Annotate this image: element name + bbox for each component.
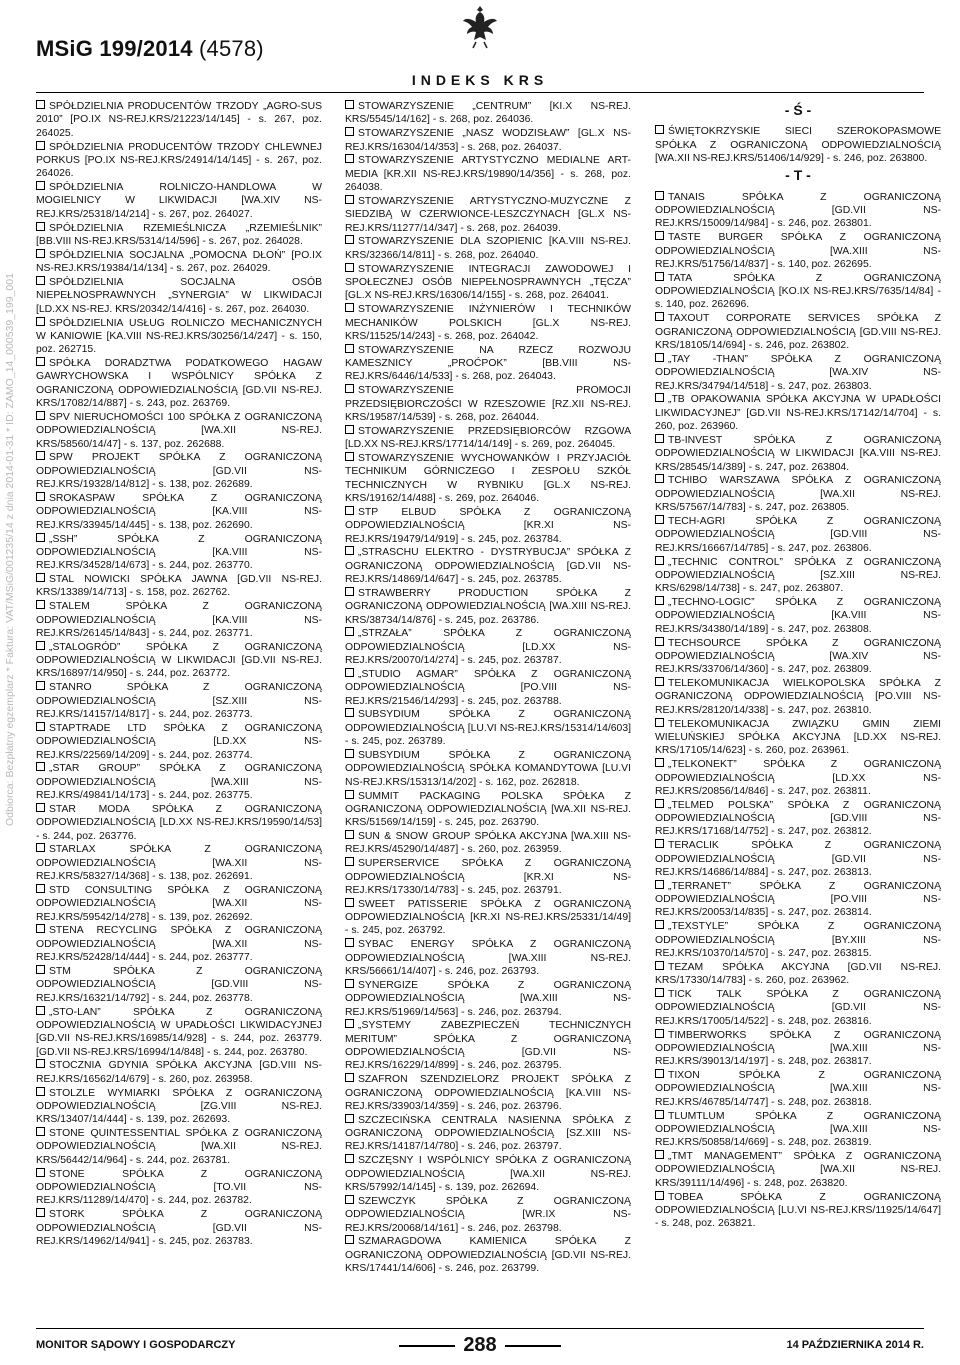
footer-rule xyxy=(36,1328,924,1329)
index-entry xyxy=(345,452,631,505)
checkbox-square-icon xyxy=(345,898,354,907)
index-entry xyxy=(345,344,631,384)
entry-text: TB-INVEST SPÓŁKA Z OGRANICZONĄ ODPOWIEDZIALNOŚCIĄ W LIKWIDACJI [KA.VIII NS-REJ. KRS/28545/14/389] - s. 247, poz. 263804. xyxy=(655,434,941,473)
entry-text: SUN & SNOW GROUP SPÓŁKA AKCYJNA [WA.XIII NS-REJ.KRS/45290/14/487] - s. 260, poz. 263959. xyxy=(345,831,631,856)
index-entry xyxy=(36,1208,322,1248)
checkbox-square-icon xyxy=(345,668,354,677)
checkbox-square-icon xyxy=(36,100,45,109)
index-entry xyxy=(345,1019,631,1072)
entry-text: SUBSYDIUM SPÓŁKA Z OGRANICZONĄ ODPOWIEDZIALNOŚCIĄ SPÓŁKA KOMANDYTOWA [LU.VI NS-REJ.KRS/15313/14/202] - s. 162, poz. 262818. xyxy=(345,750,631,788)
index-entry xyxy=(36,1087,322,1127)
index-entry xyxy=(345,506,631,546)
entry-text: STOWARZYSZENIE WYCHOWANKÓW I PRZYJACIÓŁ TECHNIKUM GÓRNICZEGO I ZESPOŁU SZKÓŁ TECHNICZNYCH W RYBNIKU [GL.X NS-REJ. KRS/19162/14/488] - s. 269, poz. 264046. xyxy=(345,452,631,504)
checkbox-square-icon xyxy=(36,641,45,650)
index-entry xyxy=(655,1069,941,1109)
entry-text: „TELMED POLSKA” SPÓŁKA Z OGRANICZONĄ ODPOWIEDZIALNOŚCIĄ [GD.VIII NS-REJ.KRS/17168/14/752] - s. 247, poz. 263812. xyxy=(655,799,941,838)
entry-text: SROKASPAW SPÓŁKA Z OGRANICZONĄ ODPOWIEDZIALNOŚCIĄ [KA.VIII NS-REJ.KRS/33945/14/445] - s. 138, poz. 262690. xyxy=(36,492,322,531)
entry-text: STALEM SPÓŁKA Z OGRANICZONĄ ODPOWIEDZIALNOŚCIĄ [KA.VIII NS-REJ.KRS/26145/14/843] - s. 244, poz. 263771. xyxy=(36,601,322,639)
entry-text: TELEKOMUNIKACJA WIELKOPOLSKA SPÓŁKA Z OGRANICZONĄ ODPOWIEDZIALNOŚCIĄ [PO.VIII NS-REJ.KRS/28120/14/338] - s. 247, poz. 263810. xyxy=(655,678,941,716)
entry-text: TCHIBO WARSZAWA SPÓŁKA Z OGRANICZONĄ ODPOWIEDZIALNOŚCIĄ [WA.XII NS-REJ. KRS/57567/14/783] - s. 247, poz. 263805. xyxy=(655,475,941,514)
checkbox-square-icon xyxy=(345,1073,354,1082)
index-entry xyxy=(36,641,322,681)
index-entry xyxy=(655,637,941,677)
entry-text: TEZAM SPÓŁKA AKCYJNA [GD.VII NS-REJ. KRS/17330/14/783] - s. 260, poz. 263962. xyxy=(655,961,941,987)
checkbox-square-icon xyxy=(36,884,45,893)
checkbox-square-icon xyxy=(36,222,45,231)
checkbox-square-icon xyxy=(655,920,664,929)
entry-text: STAR MODA SPÓŁKA Z OGRANICZONĄ ODPOWIEDZIALNOŚCIĄ [LD.XX NS-REJ.KRS/19590/14/53] - s. 244, poz. 263776. xyxy=(36,803,322,842)
checkbox-square-icon xyxy=(345,627,354,636)
footer-publication: MONITOR SĄDOWY I GOSPODARCZY xyxy=(36,1339,236,1351)
index-entry xyxy=(345,938,631,978)
checkbox-square-icon xyxy=(345,263,354,272)
entry-text: STORK SPÓŁKA Z OGRANICZONĄ ODPOWIEDZIALNOŚCIĄ [GD.VII NS-REJ.KRS/14962/14/941] - s. 245, poz. 263783. xyxy=(36,1209,322,1247)
checkbox-square-icon xyxy=(345,587,354,596)
checkbox-square-icon xyxy=(36,1208,45,1217)
index-entry xyxy=(36,317,322,357)
checkbox-square-icon xyxy=(345,749,354,758)
checkbox-square-icon xyxy=(345,938,354,947)
index-entry xyxy=(345,235,631,262)
checkbox-square-icon xyxy=(36,843,45,852)
index-entry xyxy=(655,988,941,1028)
checkbox-square-icon xyxy=(345,235,354,244)
checkbox-square-icon xyxy=(655,1029,664,1038)
index-entry xyxy=(655,880,941,920)
index-entry xyxy=(655,272,941,312)
checkbox-square-icon xyxy=(345,195,354,204)
index-entry xyxy=(36,357,322,410)
checkbox-square-icon xyxy=(655,596,664,605)
index-entry xyxy=(655,799,941,839)
entry-text: STAPTRADE LTD SPÓŁKA Z OGRANICZONĄ ODPOWIEDZIALNOŚCIĄ [LD.XX NS-REJ.KRS/22569/14/209] - s. 244, poz. 263774. xyxy=(36,722,322,761)
entry-text: SYBAC ENERGY SPÓŁKA Z OGRANICZONĄ ODPOWIEDZIALNOŚCIĄ [WA.XIII NS-REJ. KRS/56661/14/407] - s. 246, poz. 263793. xyxy=(345,939,631,977)
entry-text: STM SPÓŁKA Z OGRANICZONĄ ODPOWIEDZIALNOŚCIĄ [GD.VIII NS-REJ.KRS/16321/14/792] - s. 244, poz. 263778. xyxy=(36,966,322,1004)
entry-text: SPÓŁDZIELNIA PRODUCENTÓW TRZODY „AGRO-SUS 2010” [PO.IX NS-REJ.KRS/21223/14/145] - s. 267, poz. 264025. xyxy=(36,101,322,139)
checkbox-square-icon xyxy=(655,474,664,483)
entry-text: „TEXSTYLE” SPÓŁKA Z OGRANICZONĄ ODPOWIEDZIALNOŚCIĄ [BY.XIII NS-REJ.KRS/10370/14/570] - s. 247, poz. 263815. xyxy=(655,921,941,959)
entry-text: SPÓŁDZIELNIA SOCJALNA OSÓB NIEPEŁNOSPRAWNYCH „SYNERGIA” W LIKWIDACJI [LD.XX NS-REJ. KRS/20342/14/416] - s. 267, poz. 264030. xyxy=(36,276,322,315)
entry-text: „STO-LAN” SPÓŁKA Z OGRANICZONĄ ODPOWIEDZIALNOŚCIĄ W UPADŁOŚCI LIKWIDACYJNEJ [GD.VII NS-REJ.KRS/16985/14/928] - s. 244, poz. 263779. [GD.VII NS-REJ.KRS/16994/14/848] - s. 244, poz. 263780. xyxy=(36,1006,322,1058)
checkbox-square-icon xyxy=(655,718,664,727)
entry-text: TASTE BURGER SPÓŁKA Z OGRANICZONĄ ODPOWIEDZIALNOŚCIĄ [WA.XIII NS-REJ.KRS/51756/14/837] - s. 140, poz. 262695. xyxy=(655,232,941,270)
index-entry xyxy=(655,353,941,393)
entry-text: SWEET PATISSERIE SPÓŁKA Z OGRANICZONĄ ODPOWIEDZIALNOŚCIĄ [KR.XI NS-REJ.KRS/25331/14/49] - s. 245, poz. 263792. xyxy=(345,898,631,937)
entry-text: TECHSOURCE SPÓŁKA Z OGRANICZONĄ ODPOWIEDZIALNOŚCIĄ [WA.XIV NS-REJ.KRS/33706/14/360] - s. 247, poz. 263809. xyxy=(655,637,941,676)
index-entry xyxy=(36,141,322,181)
index-entry xyxy=(345,790,631,830)
entry-text: „STAR GROUP” SPÓŁKA Z OGRANICZONĄ ODPOWIEDZIALNOŚCIĄ [WA.XIII NS-REJ.KRS/49841/14/173] - s. 244, poz. 263775. xyxy=(36,763,322,802)
entry-text: STANRO SPÓŁKA Z OGRANICZONĄ ODPOWIEDZIALNOŚCIĄ [SZ.XIII NS-REJ.KRS/14157/14/817] - s. 244, poz. 263773. xyxy=(36,682,322,720)
checkbox-square-icon xyxy=(36,965,45,974)
checkbox-square-icon xyxy=(345,384,354,393)
entry-text: SPW PROJEKT SPÓŁKA Z OGRANICZONĄ ODPOWIEDZIALNOŚCIĄ [GD.VII NS-REJ.KRS/19328/14/812] - s. 138, poz. 262689. xyxy=(36,452,322,491)
checkbox-square-icon xyxy=(345,1235,354,1244)
checkbox-square-icon xyxy=(36,141,45,150)
entry-text: STONE QUINTESSENTIAL SPÓŁKA Z OGRANICZONĄ ODPOWIEDZIALNOŚCIĄ [WA.XII NS-REJ. KRS/56442/14/964] - s. 244, poz. 263781. xyxy=(36,1128,322,1166)
index-column-2 xyxy=(345,100,631,1276)
index-entry xyxy=(36,451,322,491)
checkbox-square-icon xyxy=(345,425,354,434)
index-entry xyxy=(345,263,631,303)
checkbox-square-icon xyxy=(36,276,45,285)
index-entry xyxy=(36,1127,322,1167)
checkbox-square-icon xyxy=(36,451,45,460)
checkbox-square-icon xyxy=(345,790,354,799)
entry-text: „TB OPAKOWANIA SPÓŁKA AKCYJNA W UPADŁOŚCI LIKWIDACYJNEJ” [GD.VII NS-REJ.KRS/17142/14/704] - s. 260, poz. 263960. xyxy=(655,394,941,433)
entry-text: STONE SPÓŁKA Z OGRANICZONĄ ODPOWIEDZIALNOŚCIĄ [TO.VII NS-REJ.KRS/11289/14/470] - s. 244, poz. 263782. xyxy=(36,1168,322,1207)
entry-text: SUBSYDIUM SPÓŁKA Z OGRANICZONĄ ODPOWIEDZIALNOŚCIĄ [LU.VI NS-REJ.KRS/15314/14/603] - s. 245, poz. 263789. xyxy=(345,709,631,748)
index-entry xyxy=(36,965,322,1005)
checkbox-square-icon xyxy=(345,1114,354,1123)
entry-text: STOWARZYSZENIE INŻYNIERÓW I TECHNIKÓW MECHANIKÓW POLSKICH [GL.X NS-REJ. KRS/11525/14/243] - s. 268, poz. 264042. xyxy=(345,304,631,342)
entry-text: TIMBERWORKS SPÓŁKA Z OGRANICZONĄ ODPOWIEDZIALNOŚCIĄ [WA.XIII NS-REJ.KRS/39013/14/197] - s. 248, poz. 263817. xyxy=(655,1029,941,1068)
entry-text: STOWARZYSZENIE „CENTRUM” [KI.X NS-REJ. KRS/5545/14/162] - s. 268, poz. 264036. xyxy=(345,101,631,126)
index-entry xyxy=(36,1006,322,1059)
entry-text: SPÓŁKA DORADZTWA PODATKOWEGO HAGAW GAWRYCHOWSKA I WSPÓLNICY SPÓŁKA Z OGRANICZONĄ ODPOWIEDZIALNOŚCIĄ [GD.VII NS-REJ. KRS/17082/14/887] - s. 243, poz. 263769. xyxy=(36,358,322,410)
checkbox-square-icon xyxy=(36,803,45,812)
checkbox-square-icon xyxy=(36,762,45,771)
index-entry xyxy=(655,312,941,352)
checkbox-square-icon xyxy=(36,573,45,582)
page-number-rule-left xyxy=(399,1345,455,1347)
entry-text: „TMT MANAGEMENT” SPÓŁKA Z OGRANICZONĄ ODPOWIEDZIALNOŚCIĄ [WA.XII NS-REJ. KRS/39111/14/496] - s. 248, poz. 263820. xyxy=(655,1151,941,1189)
journal-title xyxy=(36,36,264,62)
checkbox-square-icon xyxy=(655,515,664,524)
index-entry xyxy=(36,1168,322,1208)
checkbox-square-icon xyxy=(345,452,354,461)
page-number-value: 288 xyxy=(463,1334,497,1356)
index-entry xyxy=(345,1114,631,1154)
index-entry xyxy=(655,125,941,165)
side-watermark: Odbiorca: Bezpłatny egzemplarz * Faktura: VAT/MSiG/001235/14 z dnia 2014-01-31 * ID: ZAMO_14_000539_199_001 xyxy=(4,273,16,826)
checkbox-square-icon xyxy=(655,556,664,565)
index-entry xyxy=(655,839,941,879)
checkbox-square-icon xyxy=(345,303,354,312)
index-entry xyxy=(345,425,631,452)
checkbox-square-icon xyxy=(36,317,45,326)
entry-text: STOCZNIA GDYNIA SPÓŁKA AKCYJNA [GD.VIII NS-REJ.KRS/16562/14/679] - s. 260, poz. 263958. xyxy=(36,1060,322,1085)
entry-text: STP ELBUD SPÓŁKA Z OGRANICZONĄ ODPOWIEDZIALNOŚCIĄ [KR.XI NS-REJ.KRS/19479/14/919] - s. 245, poz. 263784. xyxy=(345,506,631,545)
checkbox-square-icon xyxy=(655,312,664,321)
checkbox-square-icon xyxy=(345,154,354,163)
entry-text: STD CONSULTING SPÓŁKA Z OGRANICZONĄ ODPOWIEDZIALNOŚCIĄ [WA.XII NS-REJ.KRS/59542/14/278] - s. 139, poz. 262692. xyxy=(36,884,322,923)
index-entry xyxy=(345,979,631,1019)
index-entry xyxy=(655,1150,941,1190)
entry-text: SZMARAGDOWA KAMIENICA SPÓŁKA Z OGRANICZONĄ ODPOWIEDZIALNOŚCIĄ [GD.VII NS-REJ. KRS/17441/14/606] - s. 246, poz. 263799. xyxy=(345,1236,631,1275)
index-entry xyxy=(36,492,322,532)
checkbox-square-icon xyxy=(345,830,354,839)
entry-text: SPÓŁDZIELNIA SOCJALNA „POMOCNA DŁOŃ” [PO.IX NS-REJ.KRS/19384/14/134] - s. 267, poz. 264029. xyxy=(36,249,322,275)
checkbox-square-icon xyxy=(655,1150,664,1159)
entry-text: „TELKONEKT” SPÓŁKA Z OGRANICZONĄ ODPOWIEDZIALNOŚCIĄ [LD.XX NS-REJ.KRS/20856/14/846] - s. 247, poz. 263811. xyxy=(655,759,941,797)
checkbox-square-icon xyxy=(345,1019,354,1028)
index-section-title: INDEKS KRS xyxy=(411,72,549,88)
footer-date: 14 PAŹDZIERNIKA 2014 R. xyxy=(786,1339,924,1351)
entry-text: TOBEA SPÓŁKA Z OGRANICZONĄ ODPOWIEDZIALNOŚCIĄ [LU.VI NS-REJ.KRS/11925/14/647] - s. 248, poz. 263821. xyxy=(655,1191,941,1230)
entry-text: TLUMTLUM SPÓŁKA Z OGRANICZONĄ ODPOWIEDZIALNOŚCIĄ [WA.XIII NS-REJ.KRS/50858/14/669] - s. 248, poz. 263819. xyxy=(655,1110,941,1149)
checkbox-square-icon xyxy=(36,411,45,420)
entry-text: STOWARZYSZENIE INTEGRACJI ZAWODOWEJ I SPOŁECZNEJ OSÓB NIEPEŁNOSPRAWNYCH „TĘCZA” [GL.X NS-REJ.KRS/16306/14/155] - s. 268, poz. 264041. xyxy=(345,263,631,302)
index-entry xyxy=(345,898,631,938)
page-number-rule-right xyxy=(505,1345,561,1347)
index-entry xyxy=(345,1235,631,1275)
index-entry xyxy=(655,434,941,474)
entry-text: STOWARZYSZENIE NA RZECZ ROZWOJU KAMESZNICY „PROĆPOK” [BB.VIII NS-REJ.KRS/6446/14/533] - s. 268, poz. 264043. xyxy=(345,344,631,383)
checkbox-square-icon xyxy=(655,758,664,767)
checkbox-square-icon xyxy=(345,979,354,988)
checkbox-square-icon xyxy=(36,924,45,933)
index-entry xyxy=(345,1154,631,1194)
index-entry xyxy=(36,803,322,843)
index-entry xyxy=(36,181,322,221)
entry-text: SUPERSERVICE SPÓŁKA Z OGRANICZONĄ ODPOWIEDZIALNOŚCIĄ [KR.XI NS-REJ.KRS/17330/14/783] - s. 245, poz. 263791. xyxy=(345,858,631,896)
index-entry xyxy=(655,677,941,717)
index-entry xyxy=(345,627,631,667)
entry-text: „STRZAŁA” SPÓŁKA Z OGRANICZONĄ ODPOWIEDZIALNOŚCIĄ [LD.XX NS-REJ.KRS/20070/14/274] - s. 245, poz. 263787. xyxy=(345,628,631,667)
checkbox-square-icon xyxy=(655,1191,664,1200)
index-entry xyxy=(36,924,322,964)
entry-text: TAXOUT CORPORATE SERVICES SPÓŁKA Z OGRANICZONĄ ODPOWIEDZIALNOŚCIĄ [GD.VIII NS-REJ. KRS/18105/14/694] - s. 246, poz. 263802. xyxy=(655,313,941,351)
checkbox-square-icon xyxy=(655,988,664,997)
index-entry xyxy=(345,195,631,235)
checkbox-square-icon xyxy=(655,839,664,848)
index-entry xyxy=(345,708,631,748)
index-entry xyxy=(655,393,941,433)
journal-name: MSiG 199/2014 xyxy=(36,36,193,61)
index-entry xyxy=(655,596,941,636)
checkbox-square-icon xyxy=(36,492,45,501)
index-entry xyxy=(345,1195,631,1235)
entry-text: STOWARZYSZENIE PROMOCJI PRZEDSIĘBIORCZOŚCI W RZESZOWIE [RZ.XII NS-REJ. KRS/19587/14/539] - s. 268, poz. 264044. xyxy=(345,385,631,423)
entry-text: STENA RECYCLING SPÓŁKA Z OGRANICZONĄ ODPOWIEDZIALNOŚCIĄ [WA.XII NS-REJ.KRS/52428/14/444] - s. 244, poz. 263777. xyxy=(36,925,322,964)
checkbox-square-icon xyxy=(345,708,354,717)
entry-text: TIXON SPÓŁKA Z OGRANICZONĄ ODPOWIEDZIALNOŚCIĄ [WA.XIII NS-REJ.KRS/46785/14/747] - s. 248, poz. 263818. xyxy=(655,1070,941,1108)
index-entry xyxy=(36,762,322,802)
checkbox-square-icon xyxy=(655,125,664,134)
entry-text: TANAIS SPÓŁKA Z OGRANICZONĄ ODPOWIEDZIALNOŚCIĄ [GD.VII NS-REJ.KRS/15009/14/984] - s. 246, poz. 263801. xyxy=(655,191,941,230)
index-entry xyxy=(345,303,631,343)
checkbox-square-icon xyxy=(345,1195,354,1204)
checkbox-square-icon xyxy=(36,1087,45,1096)
index-entry xyxy=(655,718,941,758)
index-entry xyxy=(36,533,322,573)
checkbox-square-icon xyxy=(36,600,45,609)
entry-text: „STRASCHU ELEKTRO - DYSTRYBUCJA” SPÓŁKA Z OGRANICZONĄ ODPOWIEDZIALNOŚCIĄ [GD.VII NS-REJ.KRS/14869/14/647] - s. 245, poz. 263785. xyxy=(345,547,631,586)
entry-text: „SSH” SPÓŁKA Z OGRANICZONĄ ODPOWIEDZIALNOŚCIĄ [KA.VIII NS-REJ.KRS/34528/14/673] - s. 244, poz. 263770. xyxy=(36,533,322,572)
index-column-1 xyxy=(36,100,322,1249)
entry-text: „STUDIO AGMAR” SPÓŁKA Z OGRANICZONĄ ODPOWIEDZIALNOŚCIĄ [PO.VIII NS-REJ.KRS/21546/14/293] - s. 245, poz. 263788. xyxy=(345,668,631,707)
index-entry xyxy=(655,231,941,271)
index-entry xyxy=(345,1073,631,1113)
entry-text: STOWARZYSZENIE ARTYSTYCZNO-MUZYCZNE Z SIEDZIBĄ W CZERWIONCE-LESZCZYNACH [GL.X NS-REJ.KRS/11277/14/347] - s. 268, poz. 264039. xyxy=(345,195,631,234)
checkbox-square-icon xyxy=(655,434,664,443)
index-entry xyxy=(655,515,941,555)
entry-text: STOWARZYSZENIE „NASZ WODZISŁAW” [GL.X NS-REJ.KRS/16304/14/353] - s. 268, poz. 264037. xyxy=(345,128,631,153)
index-entry xyxy=(36,249,322,276)
header-rule xyxy=(36,92,924,93)
index-entry xyxy=(655,1110,941,1150)
entry-text: STOWARZYSZENIE ARTYSTYCZNO MEDIALNE ART-MEDIA [KR.XII NS-REJ.KRS/19890/14/356] - s. 268, poz. 264038. xyxy=(345,155,631,194)
entry-text: „TAY -THAN” SPÓŁKA Z OGRANICZONĄ ODPOWIEDZIALNOŚCIĄ [WA.XIV NS-REJ.KRS/34794/14/518] - s. 247, poz. 263803. xyxy=(655,353,941,392)
entry-text: TICK TALK SPÓŁKA Z OGRANICZONĄ ODPOWIEDZIALNOŚCIĄ [GD.VII NS-REJ.KRS/17005/14/522] - s. 248, poz. 263816. xyxy=(655,989,941,1027)
index-entry xyxy=(655,556,941,596)
checkbox-square-icon xyxy=(36,1168,45,1177)
entry-text: TECH-AGRI SPÓŁKA Z OGRANICZONĄ ODPOWIEDZIALNOŚCIĄ [GD.VIII NS-REJ.KRS/16667/14/785] - s. 247, poz. 263806. xyxy=(655,515,941,554)
index-entry xyxy=(36,843,322,883)
index-entry xyxy=(345,127,631,154)
checkbox-square-icon xyxy=(36,1006,45,1015)
entry-text: „SYSTEMY ZABEZPIECZEŃ TECHNICZNYCH MERITUM” SPÓŁKA Z OGRANICZONĄ ODPOWIEDZIALNOŚCIĄ [GD.VII NS-REJ.KRS/16229/14/899] - s. 246, poz. 263795. xyxy=(345,1020,631,1072)
index-entry xyxy=(655,191,941,231)
checkbox-square-icon xyxy=(655,961,664,970)
index-entry xyxy=(36,276,322,316)
checkbox-square-icon xyxy=(36,1127,45,1136)
index-entry xyxy=(345,749,631,789)
index-entry xyxy=(36,411,322,451)
polish-eagle-emblem-icon xyxy=(462,4,498,50)
entry-text: SPÓŁDZIELNIA PRODUCENTÓW TRZODY CHLEWNEJ PORKUS [PO.IX NS-REJ.KRS/24914/14/145] - s. 267, poz. 264026. xyxy=(36,141,322,180)
index-entry xyxy=(655,758,941,798)
checkbox-square-icon xyxy=(36,533,45,542)
entry-text: TATA SPÓŁKA Z OGRANICZONĄ ODPOWIEDZIALNOŚCIĄ [KO.IX NS-REJ.KRS/7635/14/84] - s. 140, poz. 262696. xyxy=(655,272,941,311)
index-entry xyxy=(345,100,631,127)
entry-text: „TECHNO-LOGIC” SPÓŁKA Z OGRANICZONĄ ODPOWIEDZIALNOŚCIĄ [KA.VIII NS-REJ.KRS/34380/14/189] - s. 247, poz. 263808. xyxy=(655,597,941,635)
index-entry xyxy=(36,100,322,140)
entry-text: „TECHNIC CONTROL” SPÓŁKA Z OGRANICZONĄ ODPOWIEDZIALNOŚCIĄ [SZ.XIII NS-REJ. KRS/6298/14/738] - s. 247, poz. 263807. xyxy=(655,556,941,595)
index-entry xyxy=(36,222,322,249)
index-entry xyxy=(345,668,631,708)
entry-text: „STALOGRÓD” SPÓŁKA Z OGRANICZONĄ ODPOWIEDZIALNOŚCIĄ W LIKWIDACJI [GD.VII NS-REJ. KRS/16897/14/950] - s. 244, poz. 263772. xyxy=(36,641,322,680)
letter-heading: - Ś - xyxy=(784,102,812,118)
entry-text: STOWARZYSZENIE PRZEDSIĘBIORCÓW RZGOWA [LD.XX NS-REJ.KRS/17714/14/149] - s. 269, poz. 264045. xyxy=(345,425,631,451)
checkbox-square-icon xyxy=(655,353,664,362)
entry-text: SPÓŁDZIELNIA ROLNICZO-HANDLOWA W MOGIELNICY W LIKWIDACJI [WA.XIV NS-REJ.KRS/25318/14/214] - s. 267, poz. 264027. xyxy=(36,182,322,220)
checkbox-square-icon xyxy=(655,677,664,686)
checkbox-square-icon xyxy=(345,506,354,515)
checkbox-square-icon xyxy=(655,1110,664,1119)
letter-heading: - T - xyxy=(785,167,811,184)
index-entry xyxy=(655,920,941,960)
entry-text: SZCZĘSNY I WSPÓLNICY SPÓŁKA Z OGRANICZONĄ ODPOWIEDZIALNOŚCIĄ [WA.XII NS-REJ. KRS/57992/14/145] - s. 139, poz. 262694. xyxy=(345,1155,631,1193)
index-entry xyxy=(345,154,631,194)
index-entry xyxy=(36,722,322,762)
checkbox-square-icon xyxy=(345,100,354,109)
checkbox-square-icon xyxy=(345,127,354,136)
index-entry xyxy=(36,681,322,721)
entry-text: SYNERGIZE SPÓŁKA Z OGRANICZONĄ ODPOWIEDZIALNOŚCIĄ [WA.XIII NS-REJ.KRS/51969/14/563] - s. 246, poz. 263794. xyxy=(345,979,631,1018)
index-entry xyxy=(36,1059,322,1086)
entry-text: ŚWIĘTOKRZYSKIE SIECI SZEROKOPASMOWE SPÓŁKA Z OGRANICZONĄ ODPOWIEDZIALNOŚCIĄ [WA.XII NS-REJ.KRS/51406/14/929] - s. 246, poz. 263800. xyxy=(655,126,941,165)
checkbox-square-icon xyxy=(655,1069,664,1078)
journal-issue: (4578) xyxy=(199,36,264,61)
index-column-3 xyxy=(655,100,941,1231)
index-entry xyxy=(36,573,322,600)
checkbox-square-icon xyxy=(345,546,354,555)
checkbox-square-icon xyxy=(36,357,45,366)
checkbox-square-icon xyxy=(655,272,664,281)
index-entry xyxy=(36,600,322,640)
entry-text: STOWARZYSZENIE DLA SZOPIENIC [KA.VIII NS-REJ. KRS/32366/14/811] - s. 268, poz. 264040. xyxy=(345,236,631,261)
entry-text: SPÓŁDZIELNIA USŁUG ROLNICZO MECHANICZNYCH W KANIOWIE [KA.VIII NS-REJ.KRS/30256/14/247] - s. 150, poz. 262715. xyxy=(36,317,322,356)
entry-text: SPÓŁDZIELNIA RZEMIEŚLNICZA „RZEMIEŚLNIK” [BB.VIII NS-REJ.KRS/5314/14/596] - s. 267, poz. 264028. xyxy=(36,222,322,247)
checkbox-square-icon xyxy=(655,637,664,646)
entry-text: STAL NOWICKI SPÓŁKA JAWNA [GD.VII NS-REJ. KRS/13389/14/713] - s. 158, poz. 262762. xyxy=(36,574,322,599)
entry-text: SUMMIT PACKAGING POLSKA SPÓŁKA Z OGRANICZONĄ ODPOWIEDZIALNOŚCIĄ [WA.XII NS-REJ. KRS/51569/14/159] - s. 245, poz. 263790. xyxy=(345,790,631,829)
index-entry xyxy=(36,884,322,924)
checkbox-square-icon xyxy=(345,857,354,866)
checkbox-square-icon xyxy=(36,181,45,190)
index-entry xyxy=(655,961,941,988)
entry-text: SZEWCZYK SPÓŁKA Z OGRANICZONĄ ODPOWIEDZIALNOŚCIĄ [WR.IX NS-REJ.KRS/20068/14/161] - s. 246, poz. 263798. xyxy=(345,1195,631,1234)
index-entry xyxy=(345,857,631,897)
entry-text: „TERRANET” SPÓŁKA Z OGRANICZONĄ ODPOWIEDZIALNOŚCIĄ [PO.VIII NS-REJ.KRS/20053/14/835] - s. 247, poz. 263814. xyxy=(655,880,941,919)
index-entry xyxy=(345,546,631,586)
checkbox-square-icon xyxy=(36,1059,45,1068)
index-entry xyxy=(655,1029,941,1069)
entry-text: STARLAX SPÓŁKA Z OGRANICZONĄ ODPOWIEDZIALNOŚCIĄ [WA.XII NS-REJ.KRS/58327/14/368] - s. 138, poz. 262691. xyxy=(36,844,322,883)
checkbox-square-icon xyxy=(36,722,45,731)
entry-text: STOLZLE WYMIARKI SPÓŁKA Z OGRANICZONĄ ODPOWIEDZIALNOŚCIĄ [ZG.VIII NS-REJ. KRS/13407/14/444] - s. 139, poz. 262693. xyxy=(36,1087,322,1126)
checkbox-square-icon xyxy=(655,231,664,240)
index-entry xyxy=(345,830,631,857)
checkbox-square-icon xyxy=(655,191,664,200)
index-entry xyxy=(655,1191,941,1231)
entry-text: TELEKOMUNIKACJA ZWIĄZKU GMIN ZIEMI WIELUŃSKIEJ SPÓŁKA AKCYJNA [LD.XX NS-REJ. KRS/17105/14/623] - s. 260, poz. 263961. xyxy=(655,718,941,757)
checkbox-square-icon xyxy=(655,880,664,889)
entry-text: STRAWBERRY PRODUCTION SPÓŁKA Z OGRANICZONĄ ODPOWIEDZIALNOŚCIĄ [WA.XIII NS-REJ. KRS/38734/14/876] - s. 245, poz. 263786. xyxy=(345,587,631,626)
index-entry xyxy=(345,384,631,424)
entry-text: TERACLIK SPÓŁKA Z OGRANICZONĄ ODPOWIEDZIALNOŚCIĄ [GD.VII NS-REJ.KRS/14686/14/884] - s. 247, poz. 263813. xyxy=(655,840,941,878)
checkbox-square-icon xyxy=(36,681,45,690)
entry-text: SPV NIERUCHOMOŚCI 100 SPÓŁKA Z OGRANICZONĄ ODPOWIEDZIALNOŚCIĄ [WA.XII NS-REJ. KRS/58560/14/47] - s. 137, poz. 262688. xyxy=(36,411,322,450)
entry-text: SZCZECIŃSKA CENTRALA NASIENNA SPÓŁKA Z OGRANICZONĄ ODPOWIEDZIALNOŚCIĄ [SZ.XIII NS-REJ.KRS/14187/14/780] - s. 246, poz. 263797. xyxy=(345,1114,631,1153)
checkbox-square-icon xyxy=(655,393,664,402)
entry-text: SZAFRON SZENDZIELORZ PROJEKT SPÓŁKA Z OGRANICZONĄ ODPOWIEDZIALNOŚCIĄ [KA.VIII NS-REJ.KRS/33903/14/359] - s. 246, poz. 263796. xyxy=(345,1074,631,1112)
index-entry xyxy=(345,587,631,627)
checkbox-square-icon xyxy=(345,344,354,353)
index-entry xyxy=(655,474,941,514)
checkbox-square-icon xyxy=(655,799,664,808)
checkbox-square-icon xyxy=(36,249,45,258)
checkbox-square-icon xyxy=(345,1154,354,1163)
